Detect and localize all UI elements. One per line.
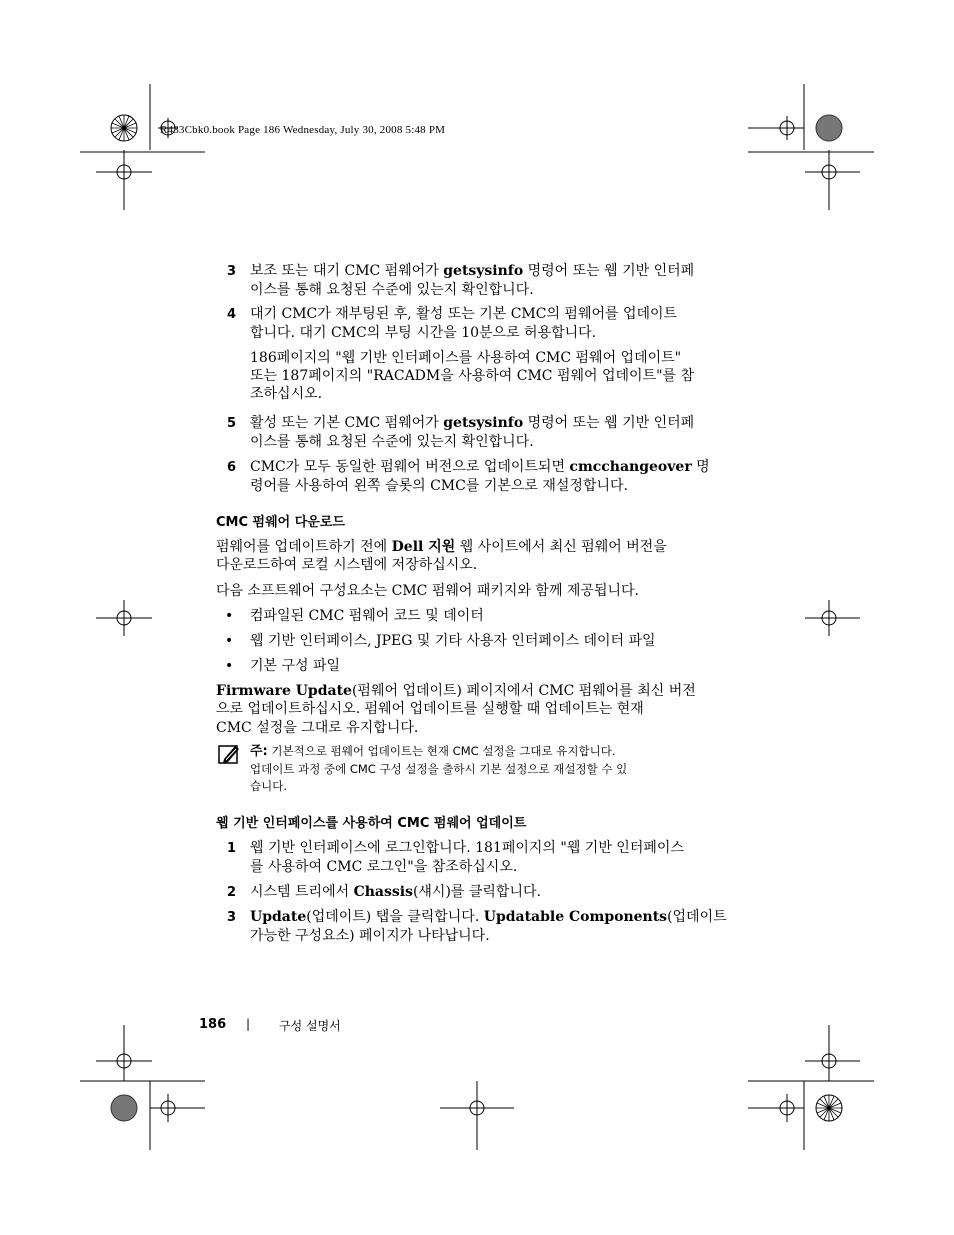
step-number: 3: [227, 910, 237, 925]
note-line: 습니다.: [250, 779, 287, 793]
text-segment: 으로 업데이트하십시오. 펌웨어 업데이트를 실행할 때 업데이트는 현재: [216, 701, 644, 717]
text-segment: 펌웨어를 업데이트하기 전에: [216, 539, 392, 555]
step-line: [250, 858, 517, 877]
section-heading-web-update: 웹 기반 인터페이스를 사용하여 CMC 펌웨어 업데이트: [216, 816, 527, 831]
text-segment: 가능한 구성요소) 페이지가 나타납니다.: [250, 928, 490, 944]
text-segment: (섀시)를 클릭합니다.: [412, 884, 541, 900]
reference-line: 또는 187페이지의 "RACADM을 사용하여 CMC 펌웨어 업데이트"를 참: [250, 368, 695, 384]
step-line: [250, 927, 490, 946]
text-segment: 합니다. 대기 CMC의 부팅 시간을 10분으로 허용합니다.: [250, 325, 597, 341]
step-line: [250, 908, 727, 927]
page-header: R433Cbk0.book Page 186 Wednesday, July 30, 2008 5:48 PM: [160, 124, 446, 136]
step-number: 1: [227, 841, 237, 856]
paragraph-line: [216, 556, 477, 575]
text-segment: 이스를 통해 요청된 수준에 있는지 확인합니다.: [250, 434, 534, 450]
step-number: 2: [227, 885, 237, 900]
step-line: [250, 458, 710, 477]
section-heading-cmc-download: CMC 펌웨어 다운로드: [216, 515, 345, 530]
note-line: [250, 743, 615, 760]
step-line: [250, 433, 534, 452]
bold-term: cmcchangeover: [569, 459, 692, 475]
text-segment: (업데이트) 탭을 클릭합니다.: [306, 909, 484, 925]
step-line: [250, 281, 534, 300]
text-segment: 웹 사이트에서 최신 펌웨어 버전을: [455, 539, 667, 555]
bold-term: Chassis: [353, 884, 413, 900]
step-line: [250, 883, 541, 902]
reference-line: 186페이지의 "웹 기반 인터페이스를 사용하여 CMC 펌웨어 업데이트": [250, 350, 682, 366]
step-number: 5: [227, 416, 237, 431]
note-label: 주:: [250, 744, 268, 759]
text-segment: 명령어 또는 웹 기반 인터페: [523, 415, 695, 431]
footer-separator: |: [246, 1017, 251, 1031]
text-segment: (업데이트: [667, 909, 727, 925]
step-number: 4: [227, 307, 237, 322]
note-text: 기본적으로 펌웨어 업데이트는 현재 CMC 설정을 그대로 유지합니다.: [267, 744, 616, 758]
text-segment: 활성 또는 기본 CMC 펌웨어가: [250, 415, 444, 431]
bold-term: Update: [250, 909, 307, 925]
step-line: [250, 414, 694, 433]
text-segment: 명령어 또는 웹 기반 인터페: [523, 263, 695, 279]
bold-term: Updatable Components: [483, 909, 668, 925]
text-segment: 대기 CMC가 재부팅된 후, 활성 또는 기본 CMC의 펌웨어를 업데이트: [250, 306, 678, 322]
text-segment: 령어를 사용하여 왼쪽 슬롯의 CMC를 기본으로 재설정합니다.: [250, 478, 628, 494]
bullet-icon: •: [225, 658, 234, 674]
paragraph-line: [216, 719, 418, 738]
bullet-icon: •: [225, 633, 234, 649]
bold-term: getsysinfo: [443, 263, 524, 279]
text-segment: CMC가 모두 동일한 펌웨어 버전으로 업데이트되면: [250, 459, 570, 475]
footer-title: 구성 설명서: [279, 1019, 341, 1033]
bullet-item: 컴파일된 CMC 펌웨어 코드 및 데이터: [250, 608, 484, 624]
note-line: 업데이트 과정 중에 CMC 구성 설정을 출하시 기본 설정으로 재설정할 수 있: [250, 762, 628, 776]
step-number: 3: [227, 264, 237, 279]
text-segment: 웹 기반 인터페이스에 로그인합니다. 181페이지의 "웹 기반 인터페이스: [250, 840, 684, 856]
paragraph-line: [216, 682, 696, 701]
bold-term: getsysinfo: [443, 415, 524, 431]
bullet-item: 웹 기반 인터페이스, JPEG 및 기타 사용자 인터페이스 데이터 파일: [250, 633, 656, 649]
bold-term: Firmware Update: [216, 683, 352, 699]
paragraph-line: [216, 538, 667, 557]
paragraph-line: 다음 소프트웨어 구성요소는 CMC 펌웨어 패키지와 함께 제공됩니다.: [216, 583, 639, 599]
reference-line: 조하십시오.: [250, 386, 323, 402]
step-line: [250, 477, 628, 496]
text-segment: CMC 설정을 그대로 유지합니다.: [216, 720, 419, 736]
text-segment: 이스를 통해 요청된 수준에 있는지 확인합니다.: [250, 282, 534, 298]
step-number: 6: [227, 460, 237, 475]
text-segment: 를 사용하여 CMC 로그인"을 참조하십시오.: [250, 859, 518, 875]
text-segment: 보조 또는 대기 CMC 펌웨어가: [250, 263, 444, 279]
step-line: [250, 262, 694, 281]
text-segment: 다운로드하여 로컬 시스템에 저장하십시오.: [216, 557, 478, 573]
step-line: [250, 305, 677, 324]
bold-term: Dell 지원: [391, 539, 456, 555]
text-segment: (펌웨어 업데이트) 페이지에서 CMC 펌웨어를 최신 버전: [351, 683, 696, 699]
bullet-icon: •: [225, 608, 234, 624]
step-line: [250, 839, 684, 858]
paragraph-line: [216, 700, 644, 719]
page-number: 186: [199, 1017, 227, 1032]
step-line: [250, 324, 596, 343]
note-pencil-icon: [218, 743, 242, 765]
text-segment: 시스템 트리에서: [250, 884, 354, 900]
text-segment: 명: [691, 459, 710, 475]
bullet-item: 기본 구성 파일: [250, 658, 341, 674]
